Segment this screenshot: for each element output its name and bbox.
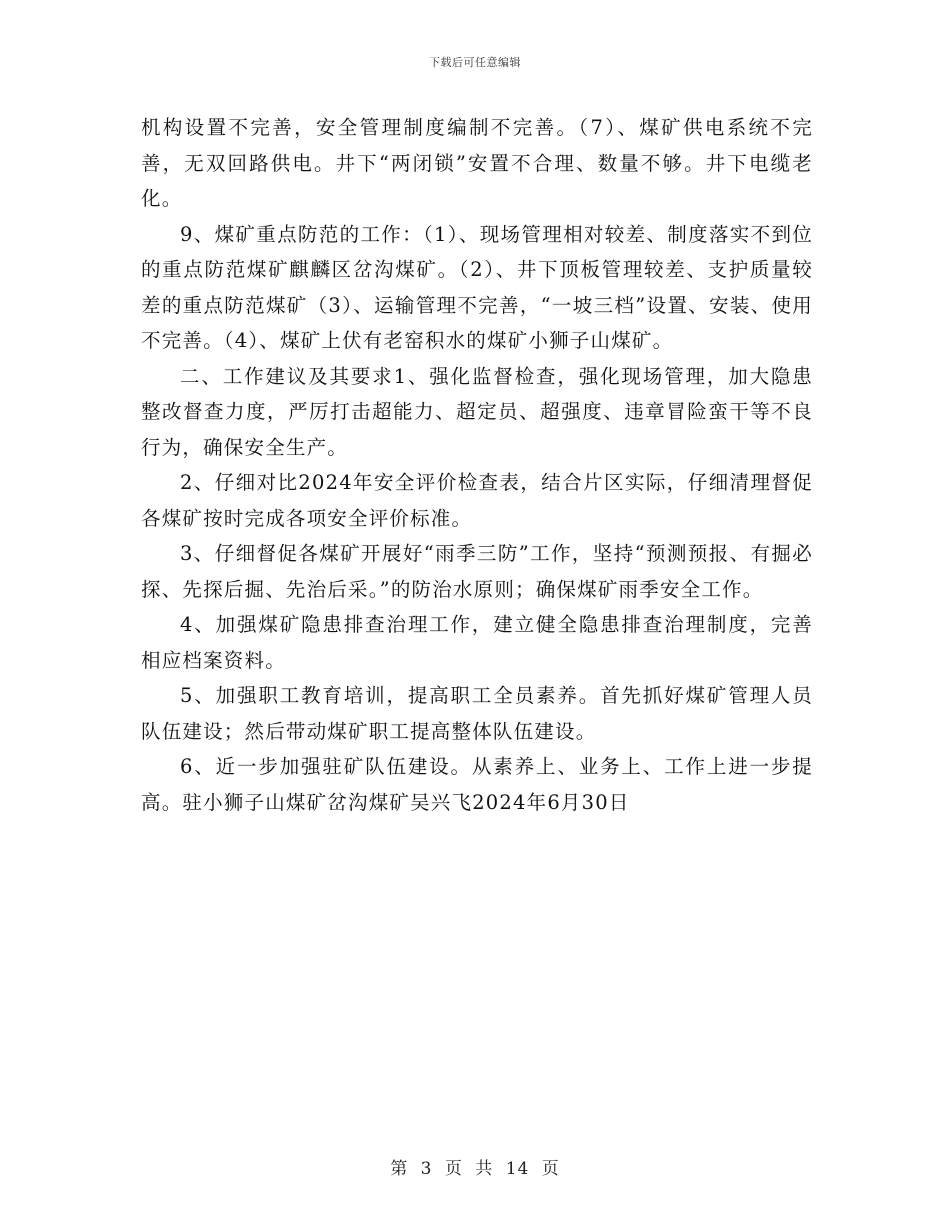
paragraph-item-3: 3、仔细督促各煤矿开展好“雨季三防”工作，坚持“预测预报、有掘必探、先探后掘、先治后采。”的防治水原则；确保煤矿雨季安全工作。 [141,542,813,601]
document-body [141,110,813,820]
paragraph-key-prevention: 9、煤矿重点防范的工作：（1）、现场管理相对较差、制度落实不到位的重点防范煤矿麒麟区岔沟煤矿。（2）、井下顶板管理较差、支护质量较差的重点防范煤矿（3）、运输管理不完善，“一坡三档”设置、安装、使用不完善。（4）、煤矿上伏有老窑积水的煤矿小狮子山煤矿。 [141,222,813,352]
paragraph-item-5: 5、加强职工教育培训，提高职工全员素养。首先抓好煤矿管理人员队伍建设；然后带动煤矿职工提高整体队伍建设。 [141,684,813,743]
paragraph-item-4: 4、加强煤矿隐患排查治理工作，建立健全隐患排查治理制度，完善相应档案资料。 [141,613,813,672]
paragraph-item-2: 2、仔细对比2024年安全评价检查表，结合片区实际，仔细清理督促各煤矿按时完成各项安全评价标准。 [141,471,813,530]
page-header: 下载后可任意编辑 [429,56,521,69]
page-footer: 第 3 页 共 14 页 [390,1159,560,1179]
paragraph-continuation: 机构设置不完善，安全管理制度编制不完善。（7）、煤矿供电系统不完善，无双回路供电。井下“两闭锁”安置不合理、数量不够。井下电缆老化。 [141,116,813,210]
paragraph-item-6: 6、近一步加强驻矿队伍建设。从素养上、业务上、工作上进一步提高。驻小狮子山煤矿岔沟煤矿吴兴飞2024年6月30日 [141,755,813,814]
paragraph-suggestions: 二、工作建议及其要求1、强化监督检查，强化现场管理，加大隐患整改督查力度，严厉打击超能力、超定员、超强度、违章冒险蛮干等不良行为，确保安全生产。 [141,364,813,459]
